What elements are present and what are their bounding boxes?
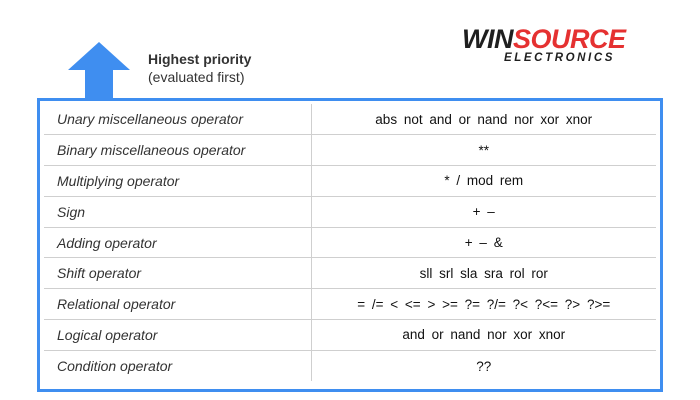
operator-list: = /= < <= > >= ?= ?/= ?< ?<= ?> ?>= [311,289,656,320]
table-row [44,196,656,227]
operator-category: Binary miscellaneous operator [44,135,311,166]
priority-label [148,50,251,86]
logo-win: WIN [462,24,513,54]
operator-category: Multiplying operator [44,166,311,197]
operator-category: Shift operator [44,258,311,289]
operator-list: ?? [476,358,492,374]
logo-wordmark [462,24,626,54]
table-row [44,227,656,258]
logo-source: SOURCE [512,24,626,54]
operator-list: + – & [311,227,656,258]
operator-list: abs not and or nand nor xor xnor [311,104,656,135]
operator-list: * / mod rem [311,166,656,197]
table-row [44,258,656,289]
priority-subtitle: (evaluated first) [148,69,245,85]
table-row [44,166,656,197]
operator-category: Sign [44,196,311,227]
table-row [44,289,656,320]
operator-list: + – [311,196,656,227]
operator-list: ** [311,135,656,166]
company-logo [462,24,667,68]
operator-category: Condition operator [44,350,311,381]
operator-category: Unary miscellaneous operator [44,104,311,135]
table-row [44,350,656,381]
operator-category: Relational operator [44,289,311,320]
operator-category: Logical operator [44,320,311,351]
priority-title: Highest priority [148,51,252,67]
logo-subtitle: ELECTRONICS [504,52,616,64]
operator-list: and or nand nor xor xnor [311,320,656,351]
table-row [44,104,656,135]
operator-list: sll srl sla sra rol ror [311,258,656,289]
table-row [44,135,656,166]
operator-table-frame [37,98,663,392]
operator-category: Adding operator [44,227,311,258]
table-row [44,320,656,351]
up-arrow-icon [68,42,130,98]
operator-precedence-table [44,104,656,381]
